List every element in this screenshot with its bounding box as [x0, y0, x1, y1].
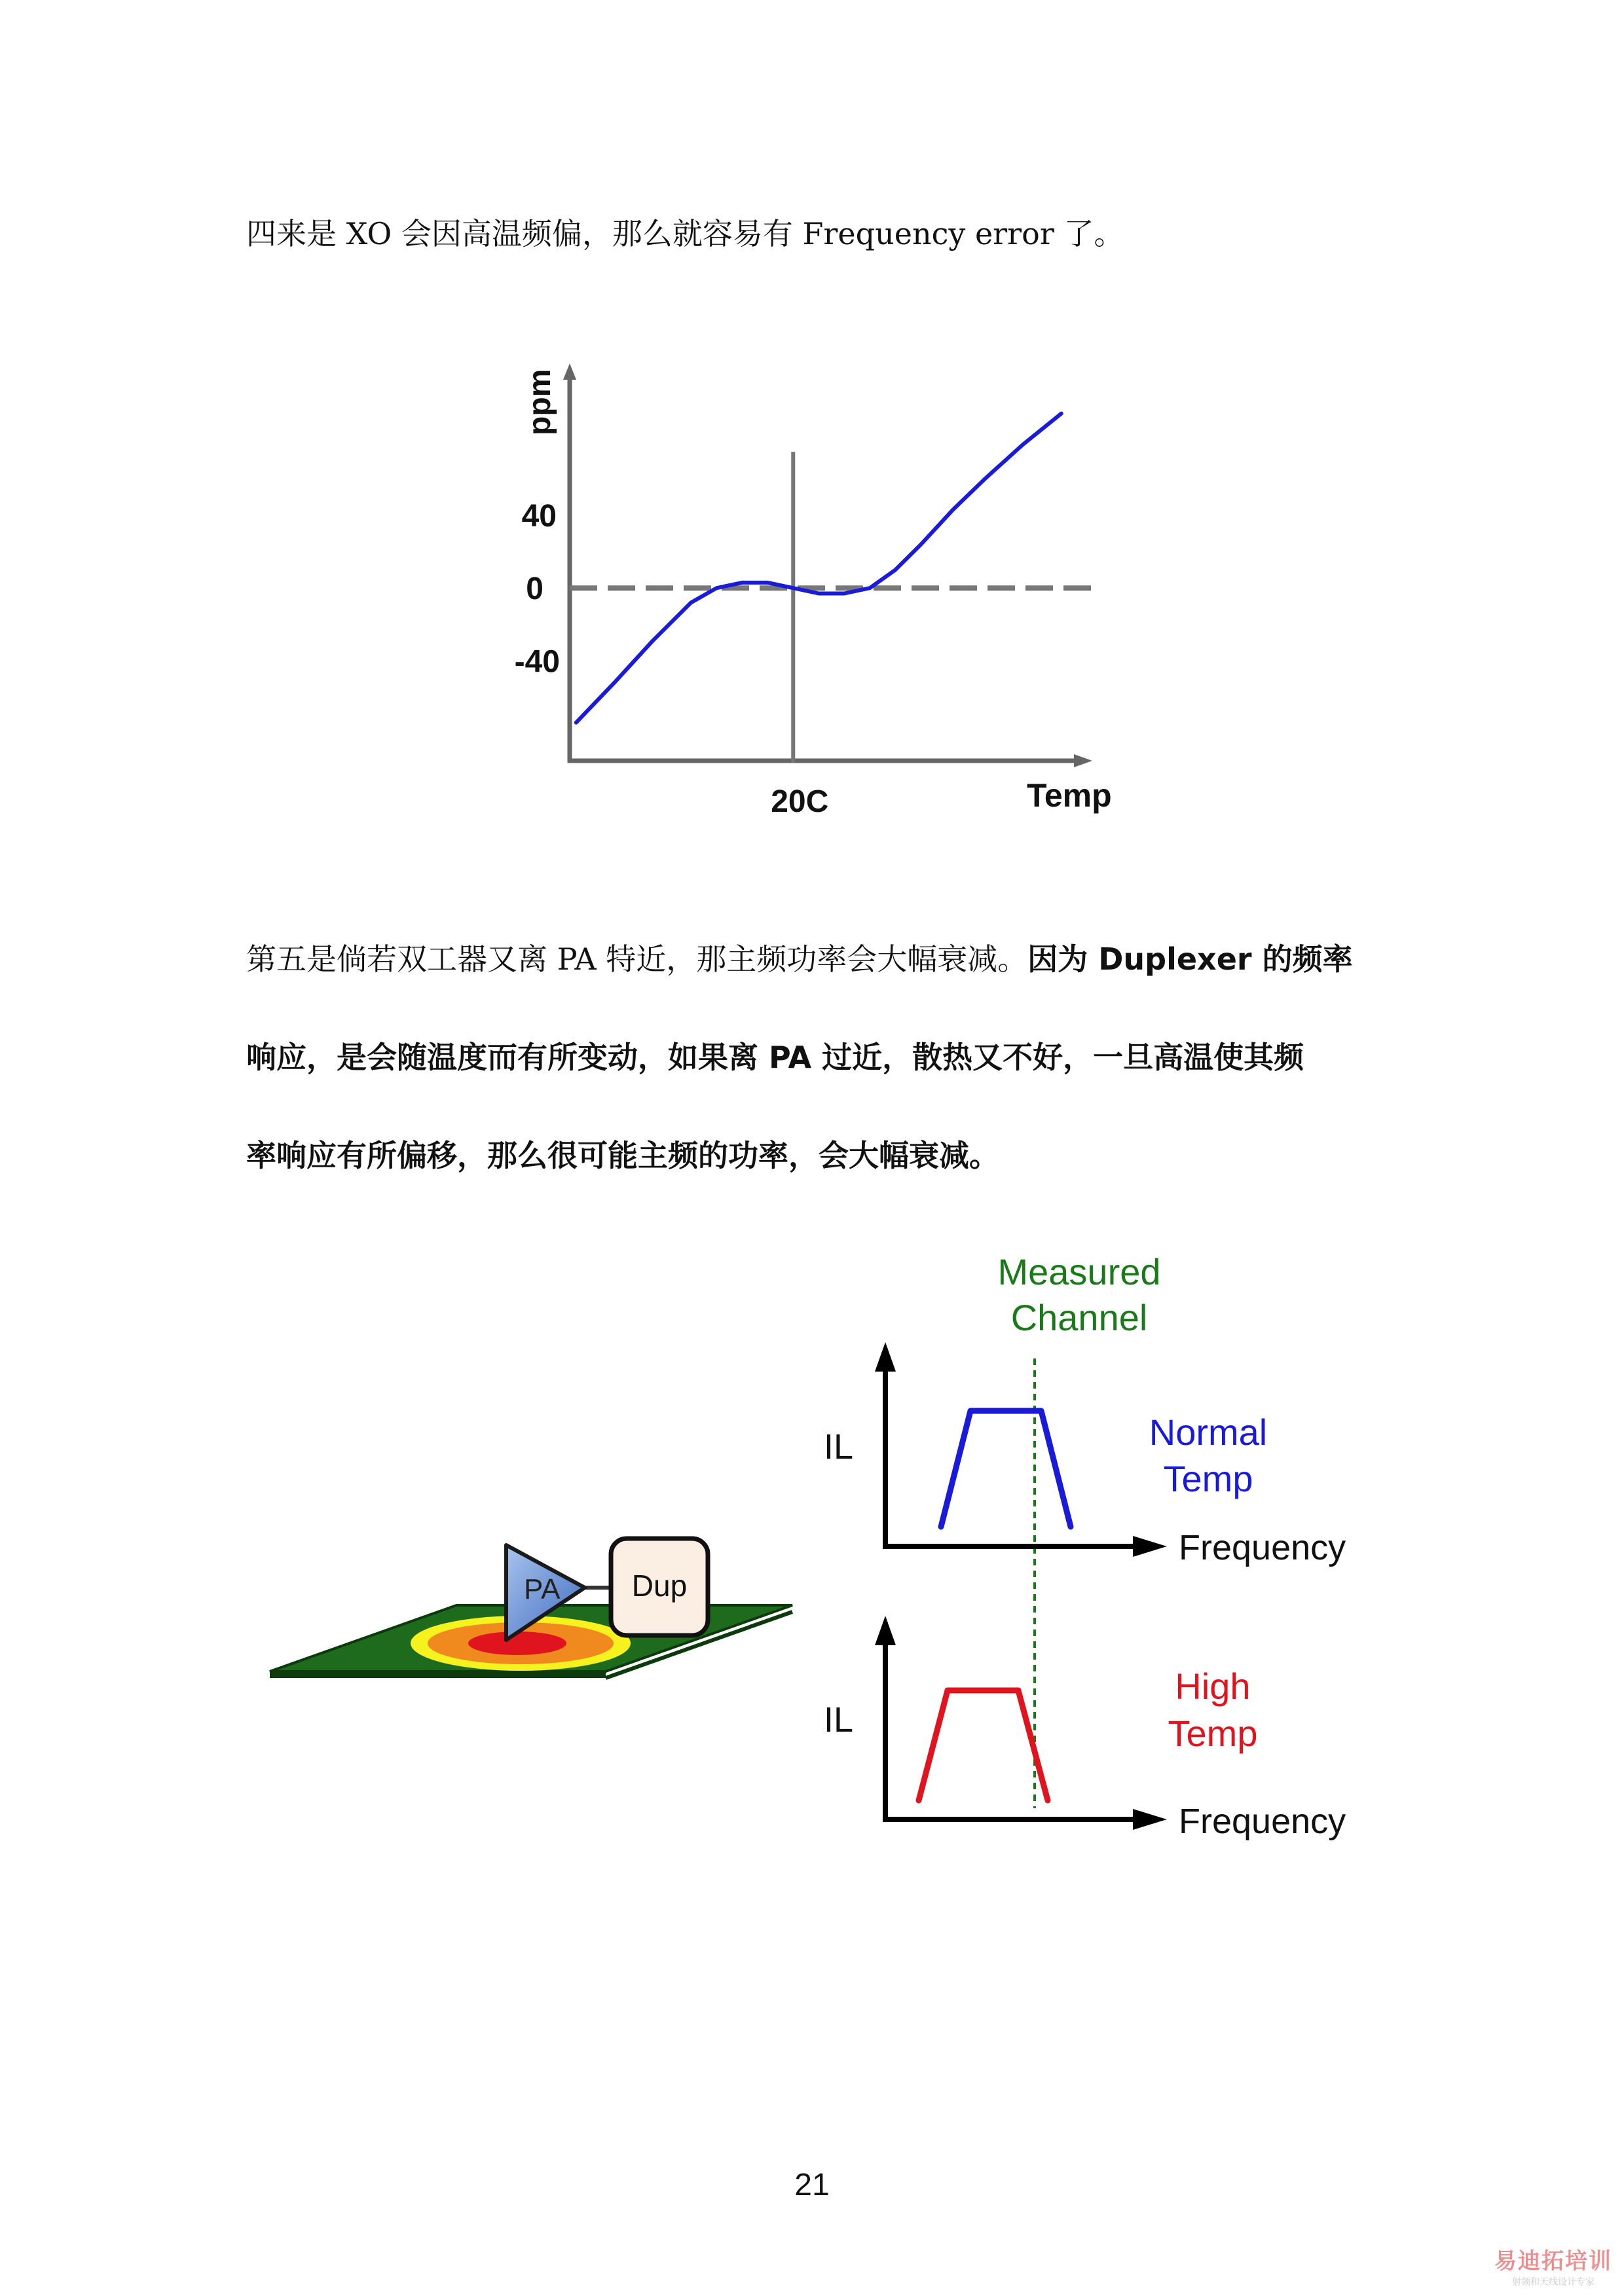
high-temp-label-line2: Temp [1168, 1713, 1258, 1754]
high-temp-response [919, 1690, 1048, 1800]
y-tick-label-minus40: -40 [514, 644, 560, 680]
x-tick-label-20c: 20C [771, 784, 829, 819]
bottom-plot-y-arrow [875, 1616, 896, 1645]
normal-temp-response [941, 1411, 1071, 1527]
paragraph2-line1-a: 第五是倘若双工器又离 PA 特近，那主频功率会大幅衰减。 [246, 941, 1028, 977]
watermark-sub: 射频和天线设计专家 [1512, 2277, 1595, 2287]
page-number: 21 [794, 2168, 830, 2202]
paragraph2-line1 [246, 910, 1353, 1008]
paragraph-duplexer-temperature [246, 910, 1353, 1205]
high-temp-label-line1: High [1175, 1666, 1251, 1707]
y-tick-label-40: 40 [521, 499, 557, 534]
x-axis-label: Temp [1027, 777, 1112, 814]
top-plot-x-arrow [1133, 1536, 1167, 1557]
duplexer-temperature-diagram [270, 1251, 1346, 1841]
xo-drift-chart [515, 363, 1112, 819]
watermark-logo [1494, 2243, 1612, 2288]
measured-channel-label-line2: Channel [1010, 1297, 1148, 1338]
top-plot-il-label: IL [824, 1427, 854, 1467]
bottom-plot-x-arrow [1133, 1809, 1167, 1830]
paragraph2-line2: 响应，是会随温度而有所变动，如果离 PA 过近，散热又不好，一旦高温使其频 [246, 1040, 1304, 1075]
watermark-main: 易迪拓培训 [1494, 2248, 1612, 2274]
top-plot-frequency-label: Frequency [1179, 1528, 1346, 1567]
paragraph2-line3: 率响应有所偏移，那么很可能主频的功率，会大幅衰减。 [246, 1138, 999, 1173]
y-tick-label-0: 0 [526, 572, 544, 607]
paragraph-xo-frequency-error: 四来是 XO 会因高温频偏，那么就容易有 Frequency error 了。 [246, 216, 1124, 251]
heat-ring-inner [468, 1631, 566, 1655]
measured-channel-label-line1: Measured [997, 1251, 1161, 1292]
normal-temp-label-line2: Temp [1163, 1458, 1253, 1499]
pcb-board-edge [270, 1671, 606, 1678]
top-plot-y-arrow [875, 1342, 896, 1372]
bottom-plot-il-label: IL [824, 1700, 854, 1740]
y-axis-label: ppm [523, 369, 557, 435]
bottom-plot-frequency-label: Frequency [1179, 1802, 1346, 1841]
x-axis-arrow [1074, 754, 1092, 767]
normal-temp-label-line1: Normal [1149, 1412, 1268, 1453]
pa-label: PA [524, 1573, 561, 1605]
dup-label: Dup [631, 1569, 688, 1603]
paragraph2-line1-b: 因为 Duplexer 的频率 [1027, 941, 1353, 977]
xo-drift-curve [576, 414, 1061, 723]
y-axis-arrow [563, 363, 576, 380]
